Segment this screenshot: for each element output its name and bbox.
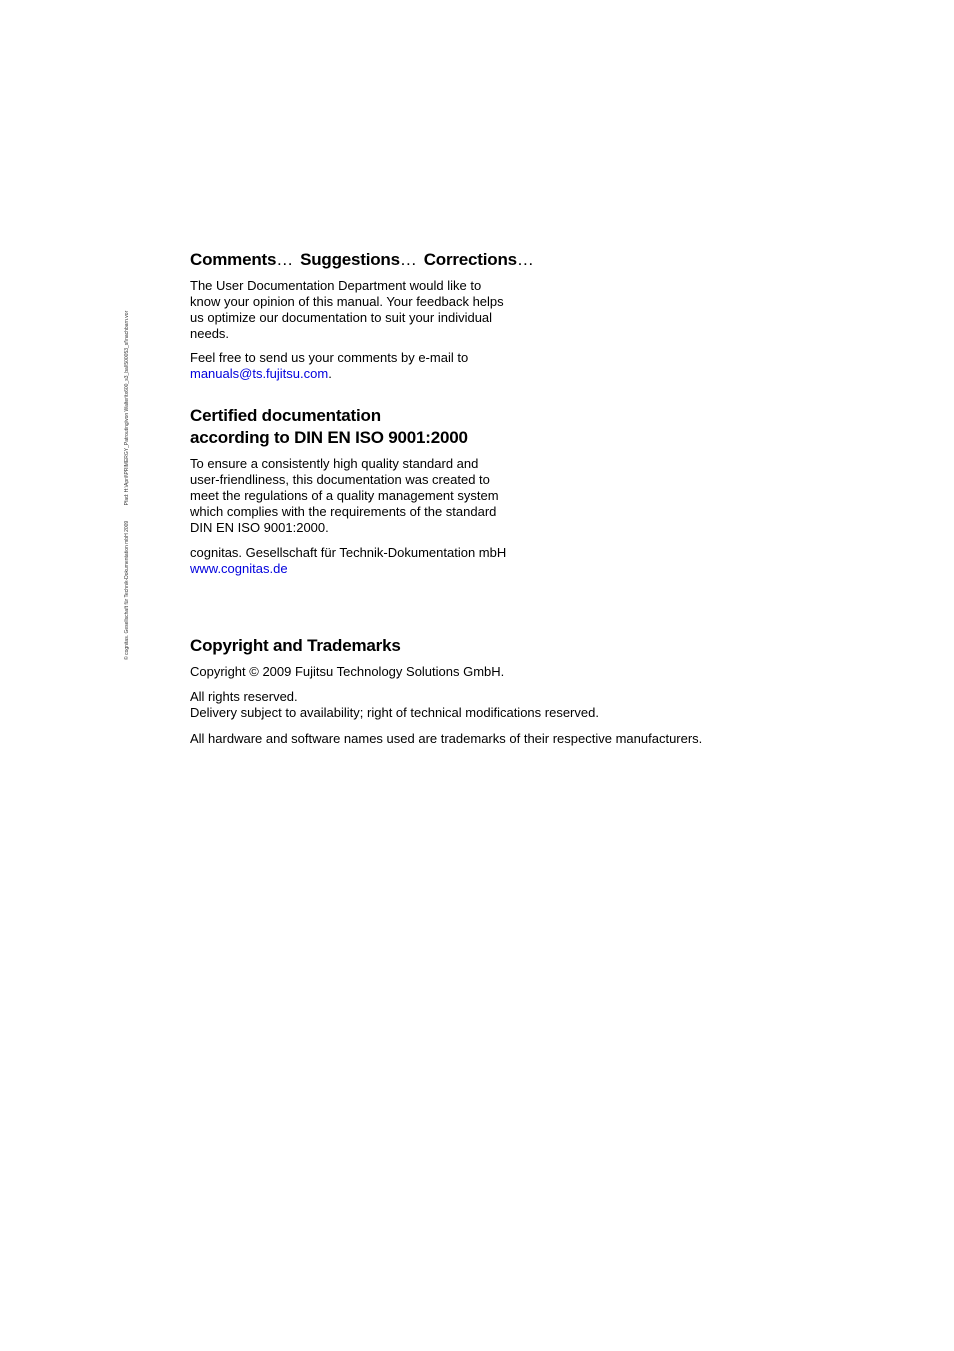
company-name: cognitas. Gesellschaft für Technik-Dokumentation mbH	[190, 545, 507, 560]
certified-heading	[190, 405, 750, 449]
ellipsis: …	[516, 250, 534, 269]
email-intro: Feel free to send us your comments by e-mail to	[190, 350, 469, 365]
side-note-copyright: © cognitas. Gesellschaft für Technik-Dokumentation mbH 2009	[124, 520, 130, 660]
page-content	[190, 249, 750, 747]
side-note-file-path: Pfad: H:\April\PRIMERGY_Patrouting\von Walter\tx600_s3_bal\500053_sf\nachbarn.vor	[124, 310, 130, 506]
suggestions-word: Suggestions	[300, 250, 400, 269]
rights-reserved: All rights reserved.	[190, 689, 298, 704]
certified-heading-line2: according to DIN EN ISO 9001:2000	[190, 428, 468, 447]
corrections-word: Corrections	[423, 250, 517, 269]
rights-paragraph	[190, 689, 750, 721]
ellipsis: …	[276, 250, 294, 269]
feedback-paragraph: The User Documentation Department would like to know your opinion of this manual. Your feedback helps us optimize our documentation to suit your individual needs.	[190, 278, 504, 341]
copyright-heading: Copyright and Trademarks	[190, 636, 401, 655]
certified-paragraph: To ensure a consistently high quality standard and user-friendliness, this documentation was created to meet the regulations of a quality management system which complies with the requirements of the standard DIN EN ISO 9001:2000.	[190, 456, 499, 535]
side-note	[124, 297, 130, 660]
delivery-note: Delivery subject to availability; right of technical modifications reserved.	[190, 705, 599, 720]
company-paragraph	[190, 545, 510, 577]
comments-heading	[190, 249, 750, 271]
comments-word: Comments	[190, 250, 277, 269]
email-paragraph	[190, 350, 510, 382]
trademarks-paragraph: All hardware and software names used are trademarks of their respective manufacturers.	[190, 731, 703, 746]
copyright-notice: Copyright © 2009 Fujitsu Technology Solutions GmbH.	[190, 664, 505, 679]
website-link[interactable]: www.cognitas.de	[190, 561, 288, 576]
certified-heading-line1: Certified documentation	[190, 406, 381, 425]
email-link[interactable]: manuals@ts.fujitsu.com	[190, 366, 329, 381]
ellipsis: …	[399, 250, 417, 269]
email-end: .	[328, 366, 332, 381]
